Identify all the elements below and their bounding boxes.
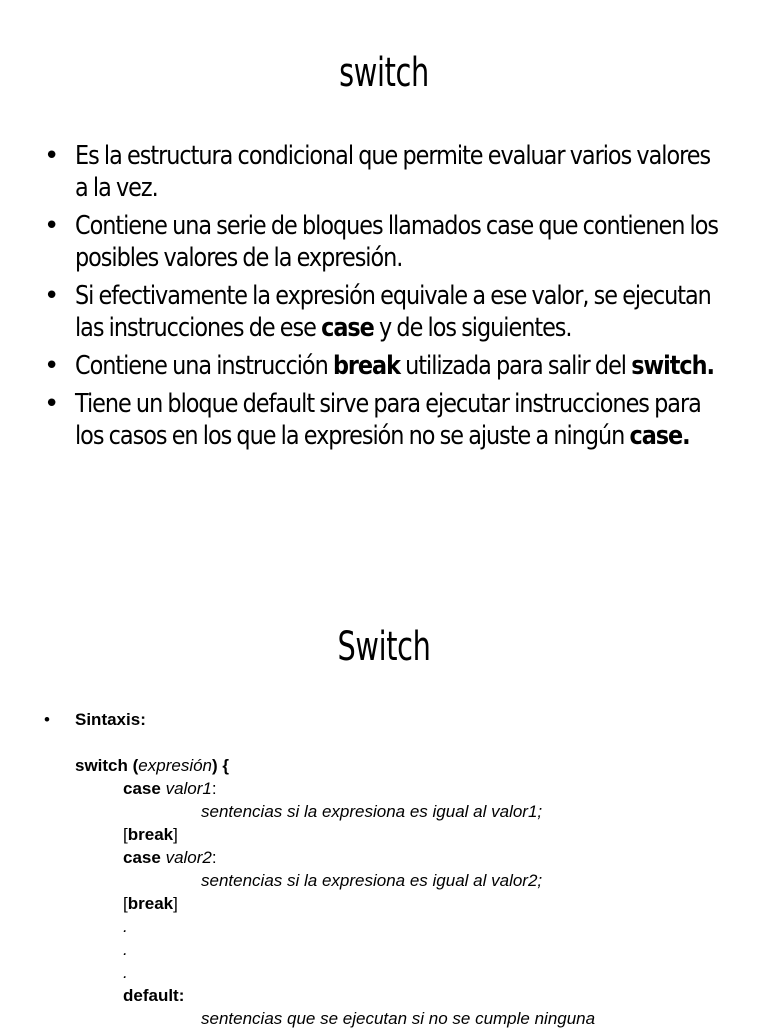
italic-text: . (123, 940, 128, 959)
bullet-item (44, 280, 724, 344)
code-line (201, 800, 542, 823)
code-line (123, 984, 184, 1007)
text-run: Contiene una serie de bloques llamados case que contienen los posibles valores de la expresión. (75, 211, 719, 273)
italic-text: . (123, 917, 128, 936)
code-line (75, 754, 229, 777)
bold-text: case (123, 848, 161, 867)
bold-text: switch. (631, 351, 714, 381)
code-line (123, 961, 128, 984)
bullet-text (75, 140, 722, 204)
bullet-item (44, 388, 724, 452)
bold-text: switch ( (75, 756, 139, 775)
bullet-item (44, 350, 724, 382)
slide-title-syntax: Switch (337, 624, 431, 670)
italic-text: sentencias que se ejecutan si no se cumple ninguna (201, 1009, 596, 1028)
code-line (123, 892, 178, 915)
text-run: Tiene un bloque default sirve para ejecutar instrucciones para los casos en los que la expresión no se ajuste a ningún (75, 389, 701, 451)
slide-title-switch: switch (339, 50, 429, 96)
italic-text: expresión (138, 756, 213, 775)
text-run: y de los siguientes. (373, 313, 572, 343)
code-line (123, 823, 178, 846)
bold-text: case (123, 779, 161, 798)
code-line (201, 869, 542, 892)
bold-text: case. (629, 421, 690, 451)
bullet-text (75, 388, 722, 452)
code-line (75, 708, 146, 731)
text-run: ] (173, 894, 178, 913)
code-line (123, 846, 217, 869)
bold-text: break (332, 351, 400, 381)
bullet-text (75, 280, 722, 344)
bullet-text (75, 350, 722, 382)
text-run: : (211, 848, 217, 867)
code-line (123, 777, 217, 800)
text-run: Contiene una instrucción (75, 351, 333, 381)
bullet-glyph: • (44, 710, 50, 729)
text-run: Si efectivamente la expresión equivale a ese valor, se ejecutan las instrucciones de ese (75, 281, 711, 343)
text-run: [ (123, 894, 128, 913)
text-run: [ (123, 825, 128, 844)
italic-text: sentencias si la expresiona es igual al valor1; (201, 802, 543, 821)
text-run: ] (173, 825, 178, 844)
code-line (123, 938, 128, 961)
bold-text: break (127, 825, 174, 844)
bullet-item (44, 140, 724, 204)
bold-text: case (321, 313, 374, 343)
text-run: Es la estructura condicional que permite evaluar varios valores a la vez. (75, 141, 711, 203)
bullet-text (75, 210, 722, 274)
bold-text: ) { (212, 756, 230, 775)
italic-text: sentencias si la expresiona es igual al valor2; (201, 871, 543, 890)
bold-text: break (127, 894, 174, 913)
text-run: utilizada para salir del (399, 351, 632, 381)
bold-text: Sintaxis: (75, 710, 146, 729)
bold-text: default: (123, 986, 185, 1005)
italic-text: . (123, 963, 128, 982)
italic-text: valor1 (165, 779, 212, 798)
code-line (123, 915, 128, 938)
code-line (201, 1007, 595, 1030)
text-run: : (211, 779, 217, 798)
bullet-list (44, 140, 724, 458)
bullet-item (44, 210, 724, 274)
italic-text: valor2 (165, 848, 212, 867)
